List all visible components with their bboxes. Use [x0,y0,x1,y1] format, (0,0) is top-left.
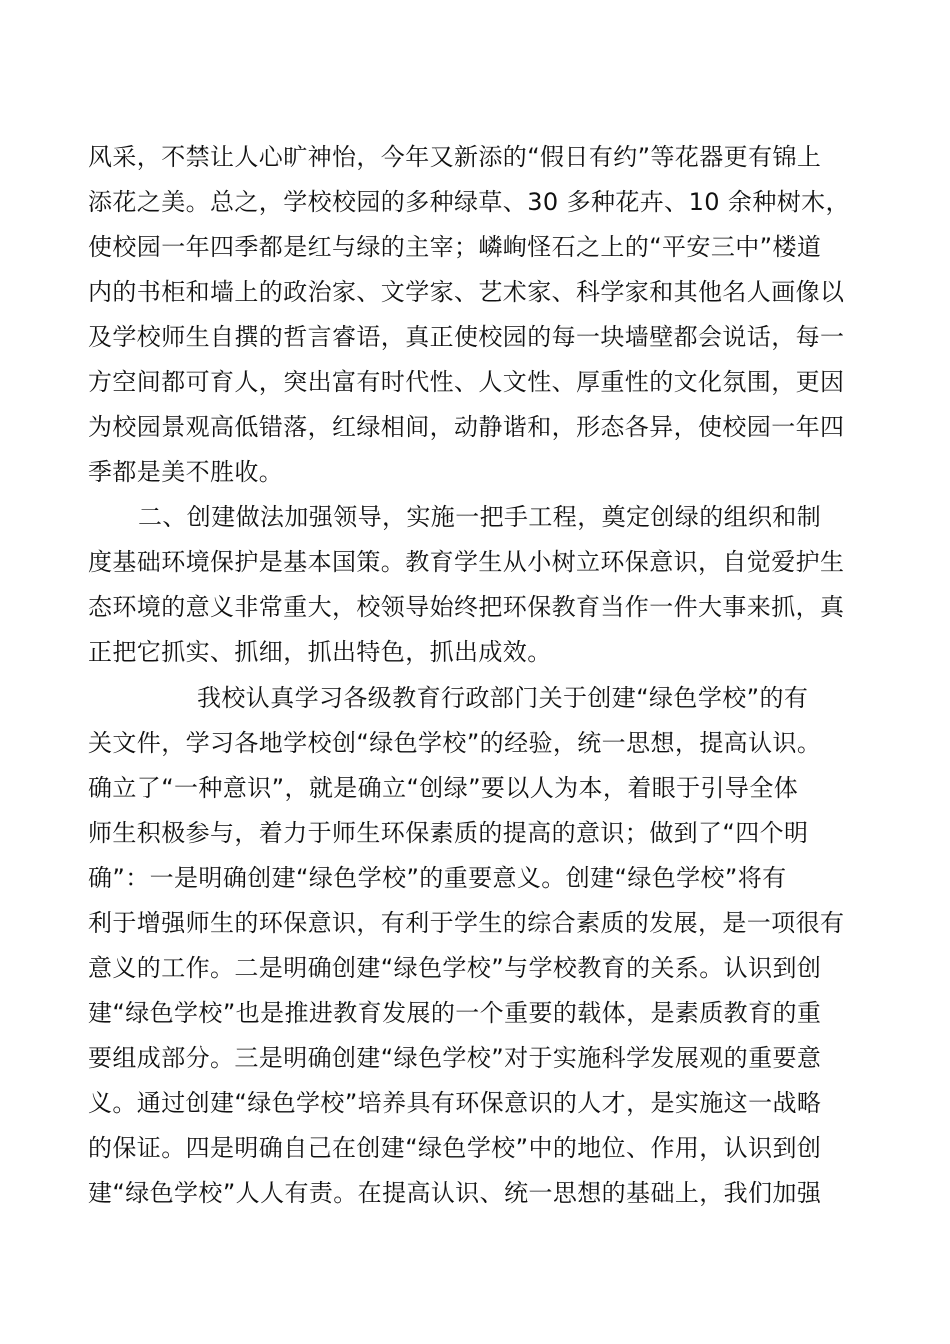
text-line: 季都是美不胜收。 [88,458,284,486]
text-line: 义。通过创建“绿色学校”培养具有环保意识的人才，是实施这一战略 [88,1089,822,1117]
section-heading-line: 二、创建做法加强领导，实施一把手工程，奠定创绿的组织和制 [138,503,822,531]
text-line: 为校园景观高低错落，红绿相间，动静谐和，形态各异，使校园一年四 [88,413,845,441]
text-line: 确立了“一种意识”，就是确立“创绿”要以人为本，着眼于引导全体 [88,774,799,802]
text-line: 度基础环境保护是基本国策。教育学生从小树立环保意识，自觉爱护生 [88,548,845,576]
text-line: 我校认真学习各级教育行政部门关于创建“绿色学校”的有 [197,684,809,712]
text-line: 建“绿色学校”人人有责。在提高认识、统一思想的基础上，我们加强 [88,1179,822,1207]
text-line: 利于增强师生的环保意识，有利于学生的综合素质的发展，是一项很有 [88,909,845,937]
text-line: 添花之美。总之，学校校园的多种绿草、30 多种花卉、10 余种树木， [88,188,850,216]
text-line: 关文件，学习各地学校创“绿色学校”的经验，统一思想，提高认识。 [88,729,822,757]
text-line: 确”：一是明确创建“绿色学校”的重要意义。创建“绿色学校”将有 [88,864,787,892]
text-line: 意义的工作。二是明确创建“绿色学校”与学校教育的关系。认识到创 [88,954,822,982]
text-line: 内的书柜和墙上的政治家、文学家、艺术家、科学家和其他名人画像以 [88,278,845,306]
text-line: 使校园一年四季都是红与绿的主宰；嶙峋怪石之上的“平安三中”楼道 [88,233,822,261]
text-line: 风采，不禁让人心旷神怡，今年又新添的“假日有约”等花器更有锦上 [88,143,822,171]
text-line: 师生积极参与，着力于师生环保素质的提高的意识；做到了“四个明 [88,819,809,847]
text-line: 要组成部分。三是明确创建“绿色学校”对于实施科学发展观的重要意 [88,1044,822,1072]
text-line: 及学校师生自撰的哲言睿语，真正使校园的每一块墙壁都会说话，每一 [88,323,845,351]
text-line: 的保证。四是明确自己在创建“绿色学校”中的地位、作用，认识到创 [88,1134,822,1162]
text-line: 建“绿色学校”也是推进教育发展的一个重要的载体，是素质教育的重 [88,999,822,1027]
text-line: 方空间都可育人，突出富有时代性、人文性、厚重性的文化氛围，更因 [88,368,845,396]
text-line: 正把它抓实、抓细，抓出特色，抓出成效。 [88,638,552,666]
text-line: 态环境的意义非常重大，校领导始终把环保教育当作一件大事来抓，真 [88,593,845,621]
